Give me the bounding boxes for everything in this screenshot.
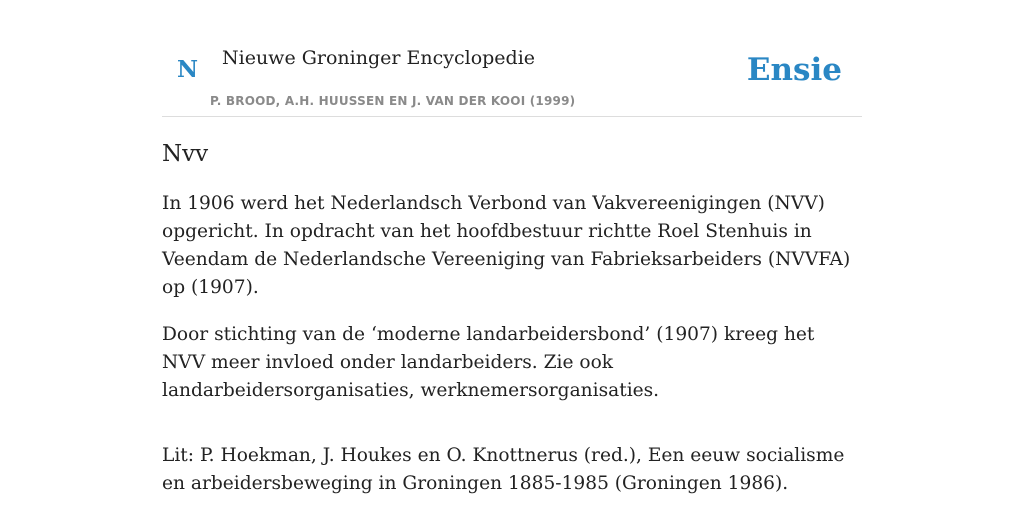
entry-content [162,138,862,512]
encyclopedia-title[interactable]: Nieuwe Groninger Encyclopedie [222,47,536,69]
entry-literature: Lit: P. Hoekman, J. Houkes en O. Knottnerus (red.), Een eeuw socialisme en arbeidersbeweging in Groningen 1885-1985 (Groningen 1986). [162,445,845,494]
entry-paragraph: Door stichting van de ‘moderne landarbeidersbond’ (1907) kreeg het NVV meer invloed onder landarbeiders. Zie ook landarbeidersorganisaties, werknemersorganisaties. [162,324,815,401]
entry-paragraph: In 1906 werd het Nederlandsch Verbond van Vakvereenigingen (NVV) opgericht. In opdracht van het hoofdbestuur richtte Roel Stenhuis in Veendam de Nederlandsche Vereeniging van Fabrieksarbeiders (NVVFA) op (1907). [162,193,851,298]
encyclopedia-header [162,0,862,117]
ensie-brand-logo[interactable]: Ensie [746,52,842,88]
encyclopedia-logo-icon[interactable]: N [177,56,199,83]
encyclopedia-authors: P. BROOD, A.H. HUUSSEN EN J. VAN DER KOOI (1999) [210,94,576,108]
entry-title: Nvv [162,141,209,167]
